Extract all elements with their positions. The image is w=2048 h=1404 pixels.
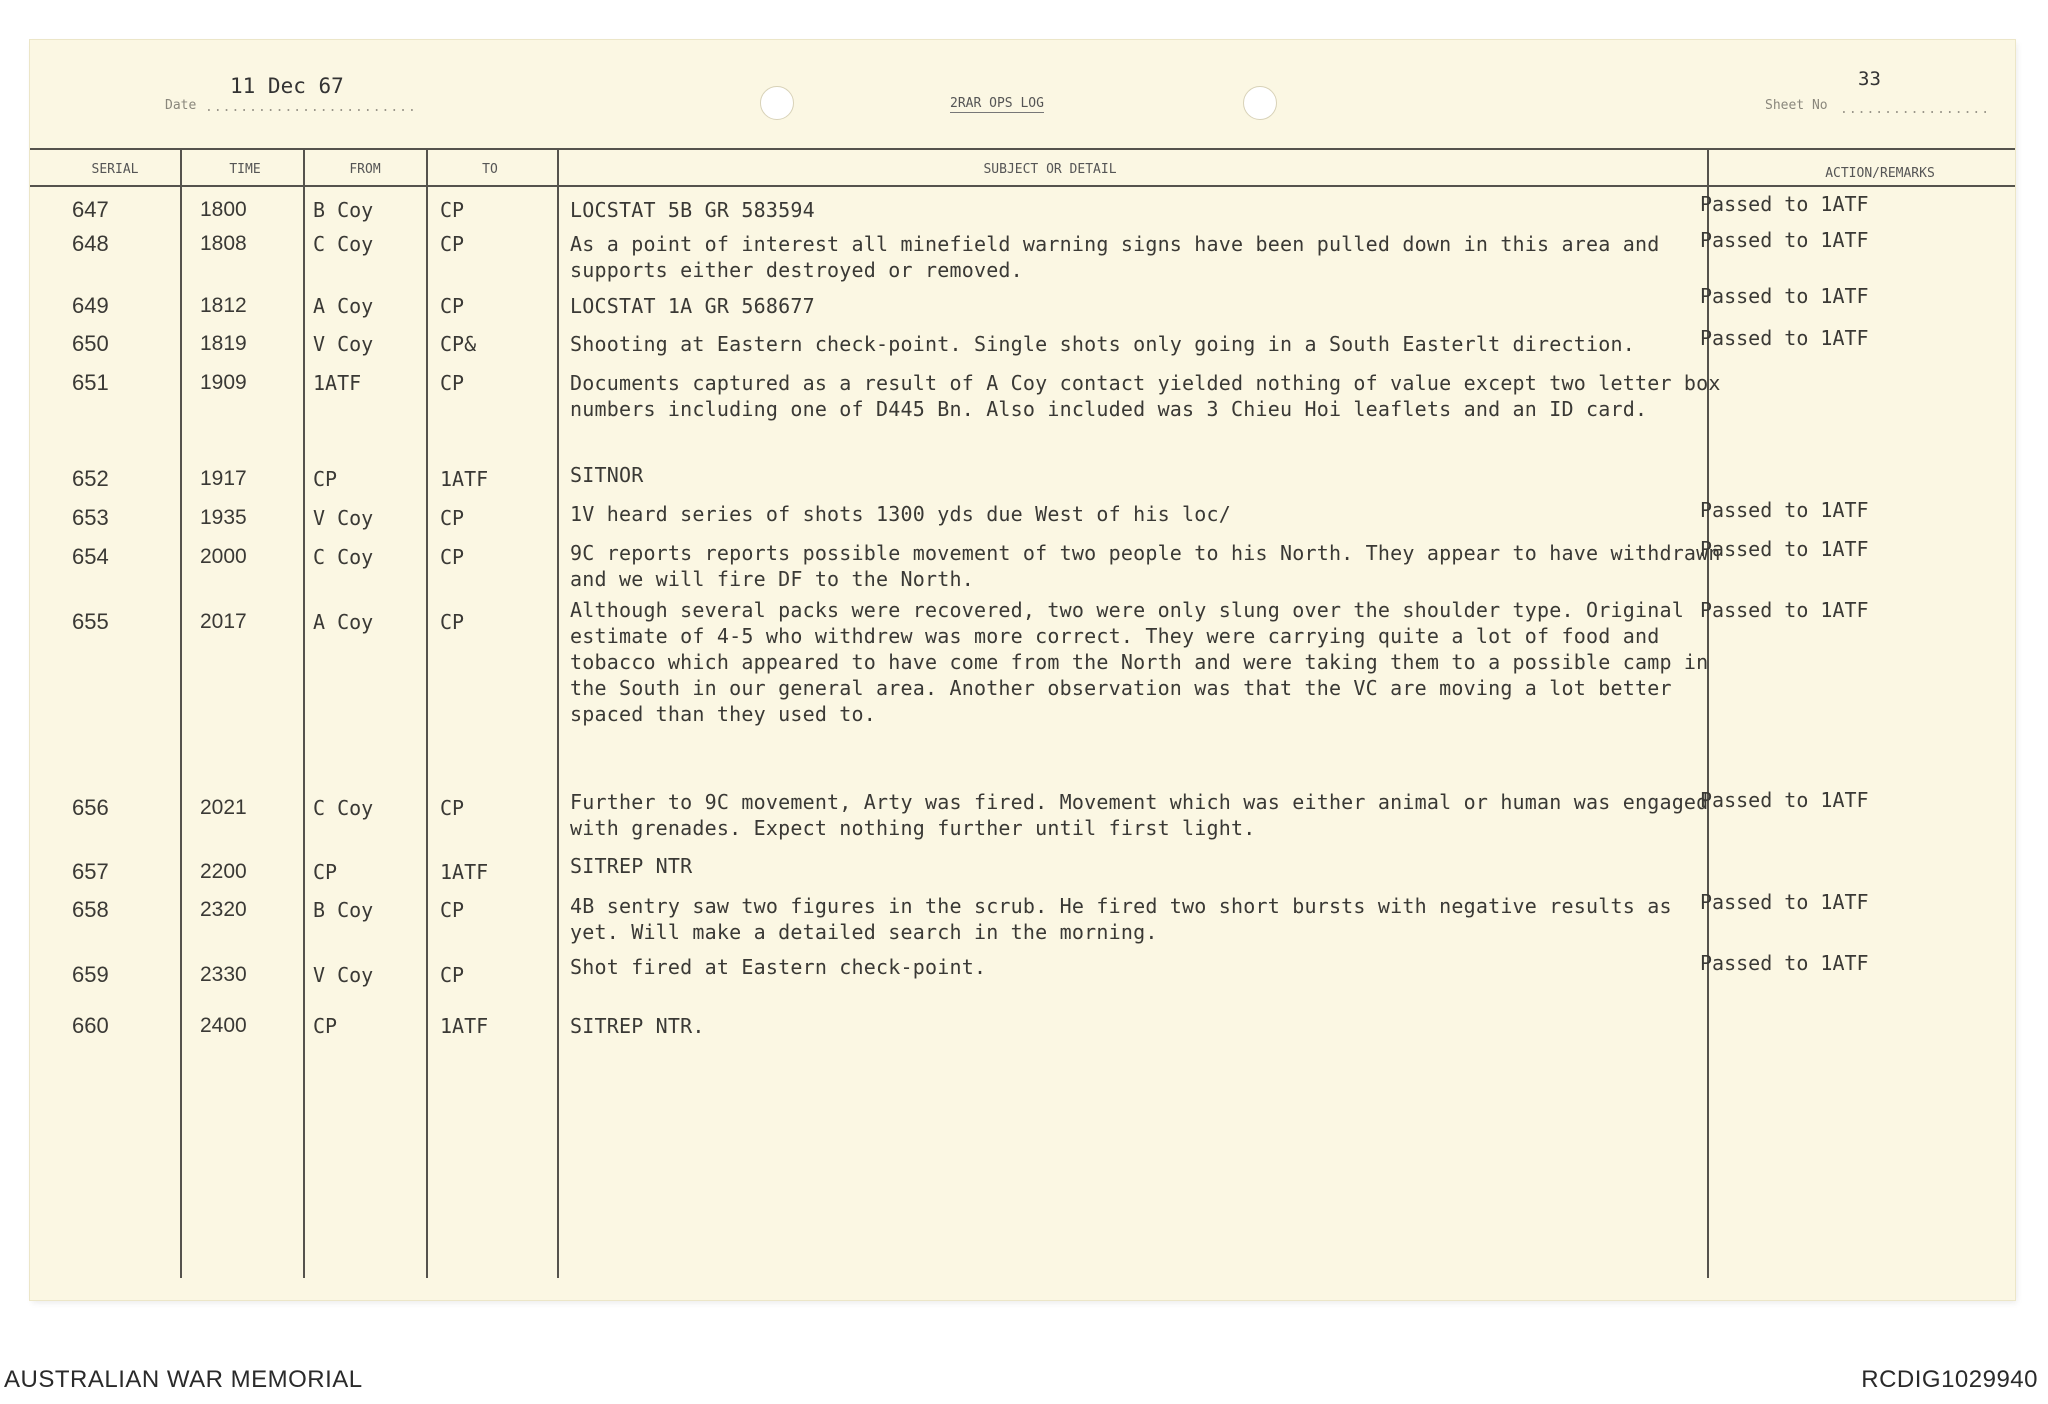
- from-cell: B Coy: [313, 198, 374, 222]
- from-cell: CP: [313, 467, 338, 491]
- column-header-action: ACTION/REMARKS: [1825, 166, 1935, 181]
- serial-cell: 653: [72, 505, 109, 530]
- action-cell: Passed to 1ATF: [1700, 326, 1869, 350]
- to-cell: CP: [440, 610, 465, 634]
- action-cell: Passed to 1ATF: [1700, 284, 1869, 308]
- action-cell: Passed to 1ATF: [1700, 890, 1869, 914]
- table-top-rule: [30, 148, 2015, 150]
- from-cell: C Coy: [313, 545, 374, 569]
- to-cell: CP: [440, 232, 465, 256]
- column-divider-time: [303, 148, 305, 1278]
- time-cell: 2400: [200, 1014, 247, 1037]
- action-cell: Passed to 1ATF: [1700, 192, 1869, 216]
- from-cell: V Coy: [313, 506, 374, 530]
- time-cell: 1917: [200, 467, 247, 490]
- date-value: 11 Dec 67: [230, 74, 344, 98]
- detail-cell: SITNOR: [570, 463, 644, 487]
- to-cell: 1ATF: [440, 1014, 489, 1038]
- serial-cell: 656: [72, 795, 109, 820]
- serial-cell: 657: [72, 859, 109, 884]
- to-cell: CP: [440, 198, 465, 222]
- date-dotted-line: ........................: [205, 100, 417, 115]
- serial-cell: 655: [72, 609, 109, 634]
- punch-hole-left: [760, 86, 794, 120]
- detail-cell: 9C reports reports possible movement of two people to his North. They appear to have withdrawn and we will fire DF to the North.: [570, 541, 1721, 591]
- serial-cell: 654: [72, 544, 109, 569]
- from-cell: V Coy: [313, 332, 374, 356]
- detail-cell: Documents captured as a result of A Coy contact yielded nothing of value except two letter box numbers including one of D445 Bn. Also included was 3 Chieu Hoi leaflets and an ID card.: [570, 371, 1721, 421]
- time-cell: 2017: [200, 610, 247, 633]
- time-cell: 2200: [200, 860, 247, 883]
- time-cell: 2021: [200, 796, 247, 819]
- detail-cell: SITREP NTR: [570, 854, 693, 878]
- column-header-time: TIME: [229, 162, 261, 177]
- to-cell: CP&: [440, 332, 477, 356]
- serial-cell: 650: [72, 331, 109, 356]
- to-cell: CP: [440, 796, 465, 820]
- table-header-rule: [30, 185, 2015, 187]
- time-cell: 1935: [200, 506, 247, 529]
- from-cell: CP: [313, 1014, 338, 1038]
- action-cell: Passed to 1ATF: [1700, 598, 1869, 622]
- sheet-number-label: Sheet No: [1765, 98, 1828, 113]
- from-cell: CP: [313, 860, 338, 884]
- to-cell: CP: [440, 294, 465, 318]
- date-label: Date: [165, 98, 197, 113]
- punch-hole-right: [1243, 86, 1277, 120]
- serial-cell: 660: [72, 1013, 109, 1038]
- serial-cell: 658: [72, 897, 109, 922]
- time-cell: 2320: [200, 898, 247, 921]
- detail-cell: Shot fired at Eastern check-point.: [570, 955, 987, 979]
- time-cell: 1819: [200, 332, 247, 355]
- time-cell: 1909: [200, 371, 247, 394]
- from-cell: B Coy: [313, 898, 374, 922]
- log-sheet: [30, 40, 2015, 1300]
- detail-cell: Although several packs were recovered, two were only slung over the shoulder type. Original estimate of 4-5 who withdrew was more correct. They were carrying quite a lot of food and tobacco which appeared to have come from the North and were taking them to a possible camp in the South in our general area. Another observation was that the VC are moving a lot better spaced than they used to.: [570, 598, 1709, 726]
- detail-cell: 4B sentry saw two figures in the scrub. He fired two short bursts with negative results as yet. Will make a detailed search in the morning.: [570, 894, 1672, 944]
- to-cell: CP: [440, 963, 465, 987]
- action-cell: Passed to 1ATF: [1700, 537, 1869, 561]
- to-cell: CP: [440, 898, 465, 922]
- to-cell: 1ATF: [440, 860, 489, 884]
- column-divider-serial: [180, 148, 182, 1278]
- from-cell: 1ATF: [313, 371, 362, 395]
- detail-cell: LOCSTAT 1A GR 568677: [570, 294, 815, 318]
- from-cell: V Coy: [313, 963, 374, 987]
- column-header-serial: SERIAL: [91, 162, 139, 177]
- action-cell: Passed to 1ATF: [1700, 788, 1869, 812]
- from-cell: A Coy: [313, 294, 374, 318]
- column-header-from: FROM: [349, 162, 381, 177]
- to-cell: CP: [440, 371, 465, 395]
- serial-cell: 649: [72, 293, 109, 318]
- to-cell: CP: [440, 506, 465, 530]
- column-header-to: TO: [482, 162, 498, 177]
- to-cell: 1ATF: [440, 467, 489, 491]
- action-cell: Passed to 1ATF: [1700, 228, 1869, 252]
- detail-cell: 1V heard series of shots 1300 yds due West of his loc/: [570, 502, 1232, 526]
- serial-cell: 651: [72, 370, 109, 395]
- time-cell: 1808: [200, 232, 247, 255]
- from-cell: A Coy: [313, 610, 374, 634]
- column-header-detail: SUBJECT OR DETAIL: [983, 162, 1117, 177]
- detail-cell: SITREP NTR.: [570, 1014, 705, 1038]
- time-cell: 1800: [200, 198, 247, 221]
- detail-cell: As a point of interest all minefield warning signs have been pulled down in this area and supports either destroyed or removed.: [570, 232, 1660, 282]
- footer-record-id: RCDIG1029940: [1861, 1366, 2038, 1393]
- to-cell: CP: [440, 545, 465, 569]
- time-cell: 2330: [200, 963, 247, 986]
- detail-cell: Further to 9C movement, Arty was fired. Movement which was either animal or human was engaged with grenades. Expect nothing further until first light.: [570, 790, 1709, 840]
- footer-institution: AUSTRALIAN WAR MEMORIAL: [4, 1366, 363, 1393]
- action-cell: Passed to 1ATF: [1700, 498, 1869, 522]
- detail-cell: Shooting at Eastern check-point. Single shots only going in a South Easterlt direction.: [570, 332, 1635, 356]
- sheet-dotted-line: .................: [1840, 102, 1991, 117]
- time-cell: 2000: [200, 545, 247, 568]
- detail-cell: LOCSTAT 5B GR 583594: [570, 198, 815, 222]
- serial-cell: 647: [72, 197, 109, 222]
- serial-cell: 648: [72, 231, 109, 256]
- page-title: 2RAR OPS LOG: [950, 96, 1044, 111]
- from-cell: C Coy: [313, 796, 374, 820]
- from-cell: C Coy: [313, 232, 374, 256]
- serial-cell: 652: [72, 466, 109, 491]
- action-cell: Passed to 1ATF: [1700, 951, 1869, 975]
- serial-cell: 659: [72, 962, 109, 987]
- time-cell: 1812: [200, 294, 247, 317]
- sheet-number-value: 33: [1858, 68, 1881, 90]
